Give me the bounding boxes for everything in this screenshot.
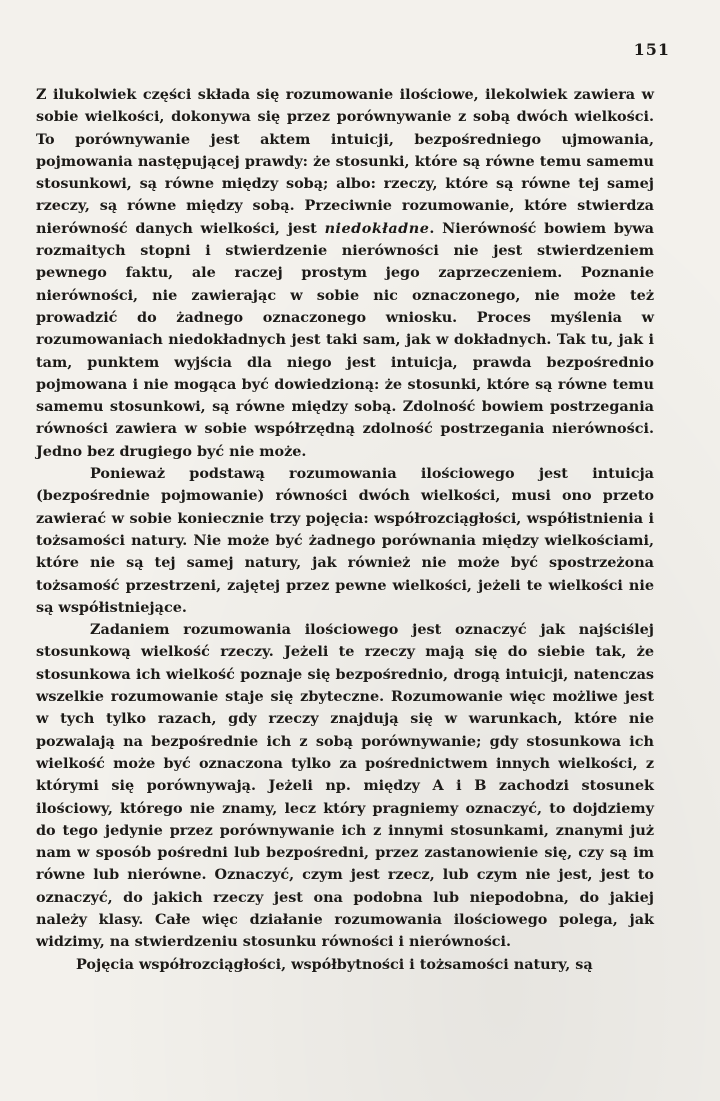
paragraph-4: Pojęcia współrozciągłości, współbytności i tożsamości natury, są [76,955,593,973]
paragraph-1-part-1: Z ilukolwiek części składa się rozumowanie ilościowe, ilekolwiek zawiera w sobie wielkości, dokonywa się przez porównywanie z sobą dwóch wielkości. To porównywanie jest aktem intuicji, bezpośredniego ujmowania, pojmowania następującej prawdy: że stosunki, które są równe temu samemu stosunkowi, są równe między sobą; albo: rzeczy, które są równe tej samej rzeczy, są równe między sobą. Przeciwnie rozumowanie, które stwierdza nierówność danych wielkości, jest [36,86,654,237]
body-text [36,84,654,976]
paragraph-3: Zadaniem rozumowania ilościowego jest oznaczyć jak najściślej stosunkową wielkość rzeczy. Jeżeli te rzeczy mają się do siebie tak, że stosunkowa ich wielkość poznaje się bezpośrednio, drogą intuicji, natenczas wszelkie rozumowanie staje się zbyteczne. Rozumowanie więc możliwe jest w tych tylko razach, gdy rzeczy znajdują się w warunkach, które nie pozwalają na bezpośrednie ich z sobą porównywanie; gdy stosunkowa ich wielkość może być oznaczona tylko za pośrednictwem innych wielkości, z którymi się porównywają. Jeżeli np. między A i B zachodzi stosunek ilościowy, którego nie znamy, lecz który pragniemy oznaczyć, to dojdziemy do tego jedynie przez porównywanie ich z innymi stosunkami, znanymi już nam w sposób pośredni lub bezpośredni, przez zastanowienie się, czy są im równe lub nierówne. Oznaczyć, czym jest rzecz, lub czym nie jest, jest to oznaczyć, do jakich rzeczy jest ona podobna lub niepodobna, do jakiej należy klasy. Całe więc działanie rozumowania ilościowego polega, jak widzimy, na stwierdzeniu stosunku równości i nierówności. [36,621,654,951]
paragraph-2: Ponieważ podstawą rozumowania ilościowego jest intuicja (bezpośrednie pojmowanie) równości dwóch wielkości, musi ono przeto zawierać w sobie koniecznie trzy pojęcia: współrozciągłości, współistnienia i tożsamości natury. Nie może być żadnego porównania między wielkościami, które nie są tej samej natury, jak również nie może być spostrzeżona tożsamość przestrzeni, zajętej przez pewne wielkości, jeżeli te wielkości nie są współistniejące. [36,465,654,616]
page-number: 151 [633,40,670,59]
paragraph-1 [36,84,654,463]
emphasized-word: niedokładne [324,219,430,237]
paragraph-1-part-2: . Nierówność bowiem bywa rozmaitych stopni i stwierdzenie nierówności nie jest stwierdzeniem pewnego faktu, ale raczej prostym jego zaprzeczeniem. Poznanie nierówności, nie zawierając w sobie nic oznaczonego, nie może też prowadzić do żadnego oznaczonego wniosku. Proces myślenia w rozumowaniach niedokładnych jest taki sam, jak w dokładnych. Tak tu, jak i tam, punktem wyjścia dla niego jest intuicja, prawda bezpośrednio pojmowana i nie mogąca być dowiedzioną: że stosunki, które są równe temu samemu stosunkowi, są równe między sobą. Zdolność bowiem postrzegania równości zawiera w sobie współrzędną zdolność postrzegania nierówności. Jedno bez drugiego być nie może. [36,219,654,460]
